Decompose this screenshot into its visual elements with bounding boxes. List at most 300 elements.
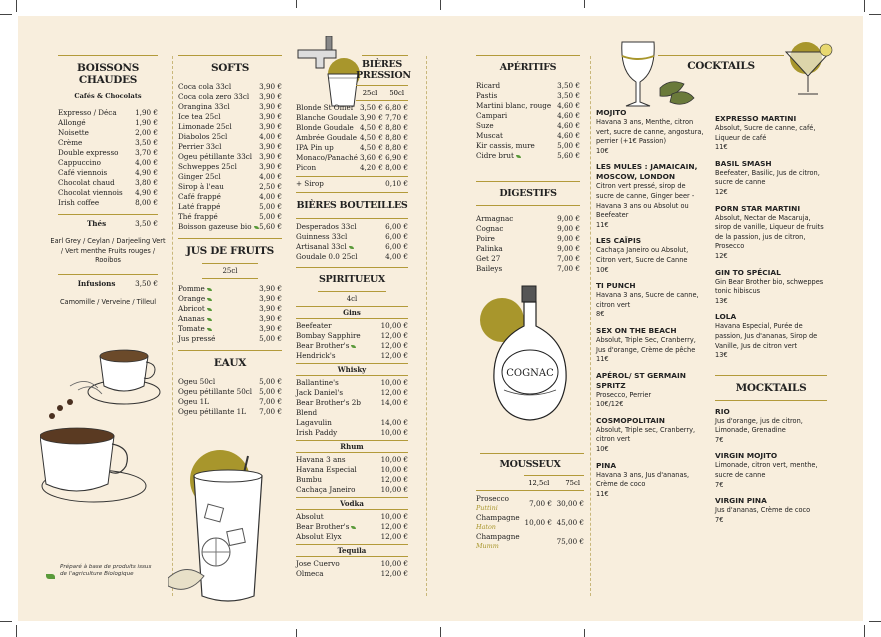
leaf-icon	[207, 308, 212, 311]
draft-title-line2: PRESSION	[356, 70, 411, 81]
cocktail-ingredients: Absolut, Sucre de canne, café, Liqueur de café	[715, 124, 816, 142]
item-price: 4,60 €	[557, 131, 580, 140]
menu-row	[58, 108, 158, 118]
item-price: 10,00 €	[380, 455, 408, 464]
sparkling-title: MOUSSEUX	[499, 459, 561, 470]
item-price: 3,50 €	[135, 138, 158, 147]
item-price: 3,80 €	[135, 178, 158, 187]
item-name: Allongé	[58, 118, 86, 127]
item-name: Thé frappé	[178, 212, 218, 221]
item-price: 12,00 €	[380, 532, 408, 541]
price-bottle: 30,00 €	[556, 499, 584, 508]
item-price: 4,00 €	[135, 158, 158, 167]
item-name: Laté frappé	[178, 202, 221, 211]
item-name: Limonade 25cl	[178, 122, 232, 131]
item-producer: Mumm	[476, 542, 499, 550]
cocktail-ingredients: Beefeater, Basilic, Jus de citron, sucre de canne	[715, 168, 820, 187]
mocktail-ingredients: Jus d'orange, jus de citron, Limonade, Grenadine	[715, 416, 803, 435]
item-price: 3,90 €	[259, 122, 282, 131]
item-name: Lagavulin	[296, 418, 332, 427]
item-name: Baileys	[476, 264, 503, 273]
cocktail-ingredients: Citron vert pressé, sirop de sucre de canne, Ginger beer - Havana 3 ans ou Absolut ou Beefeater	[596, 182, 695, 220]
price-25: 4,20 €	[359, 163, 383, 172]
item-name: Champagne	[476, 532, 520, 541]
sparkling-columns	[476, 479, 584, 487]
aperitifs-section	[476, 16, 580, 274]
cocktail-name: BASIL SMASH	[715, 158, 772, 168]
menu-sheet	[18, 16, 863, 621]
item-price: 3,70 €	[135, 148, 158, 157]
item-price: 10,00 €	[380, 559, 408, 568]
item-name: Absolut Elyx	[296, 532, 342, 541]
leaf-icon	[254, 226, 259, 229]
cocktail-price: 12€	[715, 187, 728, 196]
menu-row	[58, 188, 158, 198]
tea-header	[58, 219, 158, 229]
spirits-size: 4cl	[346, 295, 358, 303]
price-50: 8,80 €	[385, 123, 408, 132]
col-bottle: 75cl	[565, 479, 580, 487]
price-50: 8,00 €	[385, 163, 408, 172]
mocktail-price: 7€	[715, 435, 724, 444]
price-glass: 7,00 €	[529, 499, 552, 508]
item-name: Noisette	[58, 128, 89, 137]
item-name: Ice tea 25cl	[178, 112, 221, 121]
item-name: Havana 3 ans	[296, 455, 346, 464]
cocktail-name: EXPRESSO MARTINI	[715, 114, 797, 123]
item-name: Armagnac	[476, 214, 514, 223]
item-name: Havana Especial	[296, 465, 357, 474]
coffee-subtitle: Cafés & Chocolats	[74, 92, 142, 100]
menu-row	[58, 168, 158, 178]
item-name: Blonde Goudale	[296, 123, 354, 132]
vodka-list	[296, 512, 408, 542]
item-name: Café frappé	[178, 192, 221, 201]
item-price: 10,00 €	[380, 512, 408, 521]
sparkling-section	[476, 441, 584, 551]
juice-title: JUS DE FRUITS	[186, 245, 274, 257]
bottle-label: COGNAC	[506, 368, 554, 379]
item-name: Chocolat chaud	[58, 178, 115, 187]
cocktail-name: APÉROL/ ST GERMAIN SPRITZ	[596, 370, 686, 390]
infusions-block	[58, 274, 158, 289]
gins-title: Gins	[343, 308, 361, 317]
rum-title: Rhum	[340, 442, 364, 451]
item-producer: Puttini	[476, 504, 498, 512]
cocktails-right-list	[715, 108, 827, 525]
item-name: Sirop à l'eau	[178, 182, 224, 191]
item-name: Pastis	[476, 91, 498, 100]
item-price: 5,00 €	[259, 212, 282, 221]
menu-row	[58, 118, 158, 128]
softs-section	[178, 16, 282, 417]
cocktail-price: 10€	[596, 265, 609, 274]
item-price: 3,90 €	[259, 142, 282, 151]
item-name: Ricard	[476, 81, 501, 90]
cocktail-ingredients: Absolut, Triple sec, Cranberry, citron vert	[596, 425, 696, 444]
item-name: Palinka	[476, 244, 503, 253]
item-name: Desperados 33cl	[296, 222, 357, 231]
price-25: 3,90 €	[359, 113, 383, 122]
item-price: 3,90 €	[259, 92, 282, 101]
item-name: Café viennois	[58, 168, 108, 177]
item-name: Ananas	[178, 314, 205, 323]
item-name: Bear Brother's	[296, 341, 350, 350]
item-name: Cognac	[476, 224, 504, 233]
item-name: Jus pressé	[178, 334, 216, 343]
crop-mark	[296, 629, 297, 637]
hot-drinks-section	[58, 16, 158, 229]
mocktail-name: RIO	[715, 406, 730, 416]
infusions-price: 3,50 €	[135, 279, 158, 288]
item-name: Campari	[476, 111, 508, 120]
item-name: Martini blanc, rouge	[476, 101, 552, 110]
sparkling-list	[476, 494, 584, 551]
softs-list	[178, 82, 282, 232]
price-50: 6,80 €	[385, 103, 408, 112]
spirits-title: SPIRITUEUX	[318, 274, 386, 285]
digestifs-title: DIGESTIFS	[499, 188, 557, 199]
menu-row	[58, 158, 158, 168]
item-name: Goudale 0.0 25cl	[296, 252, 358, 261]
price-25: 4,50 €	[359, 123, 383, 132]
item-price: 12,00 €	[380, 341, 408, 350]
col-glass: 12,5cl	[528, 479, 550, 487]
crop-mark	[869, 621, 881, 622]
cocktail-price: 10€/12€	[596, 400, 624, 409]
item-name: Perrier 33cl	[178, 142, 222, 151]
item-name: Absolut	[296, 512, 324, 521]
aperitifs-list	[476, 81, 580, 161]
iced-drink-illustration	[168, 446, 298, 614]
whisky-list	[296, 378, 408, 438]
martini-glass-illustration	[780, 38, 840, 98]
mocktail-name: VIRGIN MOJITO	[715, 451, 778, 461]
price-25: 4,50 €	[359, 133, 383, 142]
item-price: 9,00 €	[557, 234, 580, 243]
cocktail-name: PINA	[596, 460, 617, 470]
mocktails-title: MOCKTAILS	[735, 381, 807, 394]
item-price: 4,00 €	[259, 172, 282, 181]
item-name: Expresso / Déca	[58, 108, 117, 117]
item-name: Jose Cuervo	[296, 559, 340, 568]
digestifs-list	[476, 214, 580, 274]
cocktail-name: PORN STAR MARTINI	[715, 203, 801, 213]
item-price: 3,50 €	[557, 81, 580, 90]
draft-beer-list	[296, 103, 408, 173]
price-bottle: 45,00 €	[556, 518, 584, 527]
item-price: 10,00 €	[380, 378, 408, 387]
item-name: Ogeu pétillante 1L	[178, 407, 246, 416]
item-name: Bombay Sapphire	[296, 331, 361, 340]
item-producer: Haton	[476, 523, 496, 531]
item-price: 7,00 €	[557, 264, 580, 273]
item-name: Double expresso	[58, 148, 119, 157]
cocktail-ingredients: Absolut, Triple Sec, Cranberry, Jus d'orange, Crème de pêche	[596, 335, 696, 354]
item-price: 3,90 €	[259, 112, 282, 121]
leaf-icon	[349, 246, 354, 249]
item-price: 12,00 €	[380, 388, 408, 397]
item-price: 7,00 €	[259, 407, 282, 416]
item-name: Olmeca	[296, 569, 324, 578]
bottled-beer-title: BIÈRES BOUTEILLES	[296, 200, 408, 211]
crop-mark	[584, 629, 585, 637]
item-name: Bear Brother's 2b Blend	[296, 398, 361, 417]
menu-row	[58, 178, 158, 188]
item-name: Artisanal 33cl	[296, 242, 347, 251]
item-name: Cappuccino	[58, 158, 101, 167]
cocktails-left-list	[596, 102, 704, 499]
price-25: 4,50 €	[359, 143, 383, 152]
cocktail-name: TI PUNCH	[596, 281, 636, 291]
cocktail-ingredients: Gin Bear Brother bio, schweppes tonic hibiscus	[715, 277, 824, 296]
item-price: 4,60 €	[557, 101, 580, 110]
item-price: 3,90 €	[259, 324, 282, 333]
column-divider	[590, 56, 591, 596]
cocktail-price: 13€	[715, 351, 728, 360]
item-price: 5,00 €	[557, 141, 580, 150]
menu-row	[58, 128, 158, 138]
item-price: 7,00 €	[557, 254, 580, 263]
spritz-glass-illustration	[612, 32, 702, 112]
cognac-bottle-illustration	[480, 284, 580, 424]
coffee-list	[58, 108, 158, 208]
item-price: 9,00 €	[557, 244, 580, 253]
item-price: 6,00 €	[385, 242, 408, 251]
juice-list	[178, 284, 282, 344]
item-price: 5,60 €	[259, 222, 282, 231]
item-name: Suze	[476, 121, 494, 130]
item-price: 2,50 €	[259, 182, 282, 191]
crop-mark	[864, 0, 865, 12]
cocktail-price: 12€	[715, 251, 728, 260]
leaf-icon	[46, 574, 55, 579]
item-price: 14,00 €	[380, 398, 408, 407]
leaf-icon	[207, 298, 212, 301]
mocktail-ingredients: Limonade, citron vert, menthe, sucre de canne	[715, 461, 818, 480]
vodka-title: Vodka	[340, 499, 364, 508]
menu-row	[58, 138, 158, 148]
bottled-beer-list	[296, 222, 408, 262]
item-price: 12,00 €	[380, 331, 408, 340]
item-name: Coca cola 33cl	[178, 82, 232, 91]
item-name: Champagne	[476, 513, 520, 522]
cocktail-price: 11€	[596, 220, 609, 229]
item-price: 3,90 €	[259, 314, 282, 323]
leaf-icon	[351, 345, 356, 348]
mocktail-price: 7€	[715, 515, 724, 524]
item-price: 3,90 €	[259, 284, 282, 293]
cocktail-price: 13€	[715, 296, 728, 305]
water-list	[178, 377, 282, 417]
item-price: 4,00 €	[259, 192, 282, 201]
item-price: 2,00 €	[135, 128, 158, 137]
item-price: 4,00 €	[259, 132, 282, 141]
item-price: 1,90 €	[135, 108, 158, 117]
softs-title: SOFTS	[210, 62, 250, 74]
cocktail-price: 11€	[596, 355, 609, 364]
crop-mark	[16, 0, 17, 12]
leaf-icon	[351, 526, 356, 529]
item-name: Bumbu	[296, 475, 322, 484]
item-price: 6,00 €	[385, 222, 408, 231]
item-price: 3,50 €	[557, 91, 580, 100]
price-25: 3,60 €	[359, 153, 383, 162]
column-divider	[426, 56, 427, 596]
price-50: 7,70 €	[385, 113, 408, 122]
item-name: Blonde St Omer	[296, 103, 355, 112]
item-price: 14,00 €	[380, 418, 408, 427]
leaf-icon	[516, 155, 521, 158]
cocktail-price: 11€	[715, 143, 728, 152]
item-name: Orangina 33cl	[178, 102, 230, 111]
item-name: Jack Daniel's	[296, 388, 344, 397]
tequila-list	[296, 559, 408, 579]
crop-mark	[440, 627, 441, 637]
item-name: Ballantine's	[296, 378, 339, 387]
cocktail-price: 10€	[596, 445, 609, 454]
item-name: Kir cassis, mure	[476, 141, 535, 150]
item-price: 5,00 €	[259, 387, 282, 396]
item-price: 1,90 €	[135, 118, 158, 127]
cocktail-name: SEX ON THE BEACH	[596, 325, 677, 335]
beers-section	[296, 16, 411, 579]
item-name: Orange	[178, 294, 206, 303]
coffee-cups-illustration	[40, 336, 164, 520]
item-price: 3,90 €	[259, 82, 282, 91]
item-name: Picon	[296, 163, 317, 172]
cocktail-price: 10€	[596, 146, 609, 155]
item-name: Hendrick's	[296, 351, 336, 360]
col-50cl: 50cl	[389, 89, 404, 97]
cocktail-price: 8€	[596, 310, 605, 319]
leaf-icon	[207, 288, 212, 291]
crop-mark	[440, 0, 441, 10]
item-price: 5,60 €	[557, 151, 580, 160]
item-price: 4,60 €	[557, 111, 580, 120]
cocktail-ingredients: Cachaça Janeiro ou Absolut, Citron vert, Sucre de Canne	[596, 246, 689, 264]
cocktail-name: GIN TO SPÉCIAL	[715, 267, 781, 277]
cocktail-ingredients: Prosecco, Perrier	[596, 390, 652, 399]
item-name: Bear Brother's	[296, 522, 350, 531]
item-price: 3,90 €	[259, 294, 282, 303]
item-price: 9,00 €	[557, 214, 580, 223]
item-price: 6,00 €	[385, 232, 408, 241]
item-price: 4,90 €	[135, 168, 158, 177]
tea-description: Earl Grey / Ceylan / Darjeeling Vert / Vert menthe Fruits rouges / Rooibos	[50, 237, 166, 265]
item-price: 8,00 €	[135, 198, 158, 207]
item-name: Cachaça Janeiro	[296, 485, 356, 494]
item-name: Ogeu 1L	[178, 397, 210, 406]
cocktail-name: LES MULES : JAMAICAIN, MOSCOW, LONDON	[596, 162, 698, 182]
item-price: 3,90 €	[259, 152, 282, 161]
cocktail-ingredients: Havana Especial, Purée de passion, Jus d'ananas, Sirop de Vanille, Jus de citron vert	[715, 322, 818, 350]
cocktail-ingredients: Havana 3 ans, Jus d'ananas, Crème de coco	[596, 470, 690, 489]
item-name: Beefeater	[296, 321, 332, 330]
item-name: Get 27	[476, 254, 501, 263]
cocktails-title: COCKTAILS	[687, 60, 755, 72]
mocktail-price: 7€	[715, 480, 724, 489]
draft-columns	[296, 89, 408, 97]
item-price: 5,00 €	[259, 377, 282, 386]
cocktail-name: LES CAÏPIS	[596, 236, 642, 246]
item-name: IPA Pin up	[296, 143, 334, 152]
tequila-title: Tequila	[337, 546, 367, 555]
item-price: 10,00 €	[380, 485, 408, 494]
gins-list	[296, 321, 408, 361]
water-title: EAUX	[213, 357, 247, 369]
item-price: 3,90 €	[259, 304, 282, 313]
cocktail-name: LOLA	[715, 312, 737, 322]
item-name: Irish Paddy	[296, 428, 338, 437]
item-price: 4,00 €	[385, 252, 408, 261]
item-price: 0,10 €	[385, 179, 408, 188]
crop-mark	[296, 0, 297, 8]
leaf-icon	[207, 318, 212, 321]
item-name: Ogeu pétillante 50cl	[178, 387, 253, 396]
cocktail-price: 11€	[596, 489, 609, 498]
item-price: 7,00 €	[259, 397, 282, 406]
tea-price: 3,50 €	[135, 219, 158, 228]
item-name: Boisson gazeuse bio	[178, 222, 252, 231]
item-name: Blanche Goudale	[296, 113, 358, 122]
item-name: Guinness 33cl	[296, 232, 348, 241]
item-price: 12,00 €	[380, 522, 408, 531]
item-name: Ginger 25cl	[178, 172, 221, 181]
crop-mark	[864, 625, 865, 637]
draft-title-line1: BIÈRES	[362, 59, 402, 70]
item-name: Muscat	[476, 131, 503, 140]
hot-drinks-title: BOISSONS CHAUDES	[77, 62, 139, 86]
item-name: Ogeu 50cl	[178, 377, 216, 386]
mocktail-ingredients: Jus d'ananas, Crème de coco	[715, 506, 811, 515]
infusions-description: Camomille / Verveine / Tilleul	[59, 298, 157, 306]
price-50: 8,80 €	[385, 143, 408, 152]
cocktail-ingredients: Havana 3 ans, Sucre de canne, citron vert	[596, 291, 699, 309]
bio-note-text: Préparé à base de produits issus de l'agriculture Biologique	[60, 564, 152, 577]
cocktails-rule	[658, 55, 784, 56]
bio-note	[46, 566, 166, 585]
price-50: 8,80 €	[385, 133, 408, 142]
item-price: 5,00 €	[259, 202, 282, 211]
crop-mark	[0, 621, 12, 622]
item-price: 12,00 €	[380, 351, 408, 360]
price-glass: 10,00 €	[524, 518, 552, 527]
menu-row	[58, 148, 158, 158]
item-name: Prosecco	[476, 494, 509, 503]
item-price: 4,60 €	[557, 121, 580, 130]
item-name: Poire	[476, 234, 495, 243]
item-price: 10,00 €	[380, 321, 408, 330]
tea-title: Thés	[86, 219, 107, 228]
aperitifs-title: APÉRITIFS	[499, 62, 557, 73]
item-name: Pomme	[178, 284, 205, 293]
item-name: Ambrée Goudale	[296, 133, 357, 142]
syrup-row	[296, 179, 408, 189]
item-name: Chocolat viennois	[58, 188, 123, 197]
item-price: 4,90 €	[135, 188, 158, 197]
juice-size: 25cl	[222, 267, 238, 275]
menu-row	[58, 198, 158, 208]
item-name: Coca cola zero 33cl	[178, 92, 250, 101]
item-price: 3,90 €	[259, 102, 282, 111]
item-price: 5,00 €	[259, 334, 282, 343]
item-price: 12,00 €	[380, 569, 408, 578]
crop-mark	[16, 625, 17, 637]
price-25: 3,50 €	[359, 103, 383, 112]
col-25cl: 25cl	[362, 89, 378, 97]
item-name: Ogeu pétillante 33cl	[178, 152, 253, 161]
